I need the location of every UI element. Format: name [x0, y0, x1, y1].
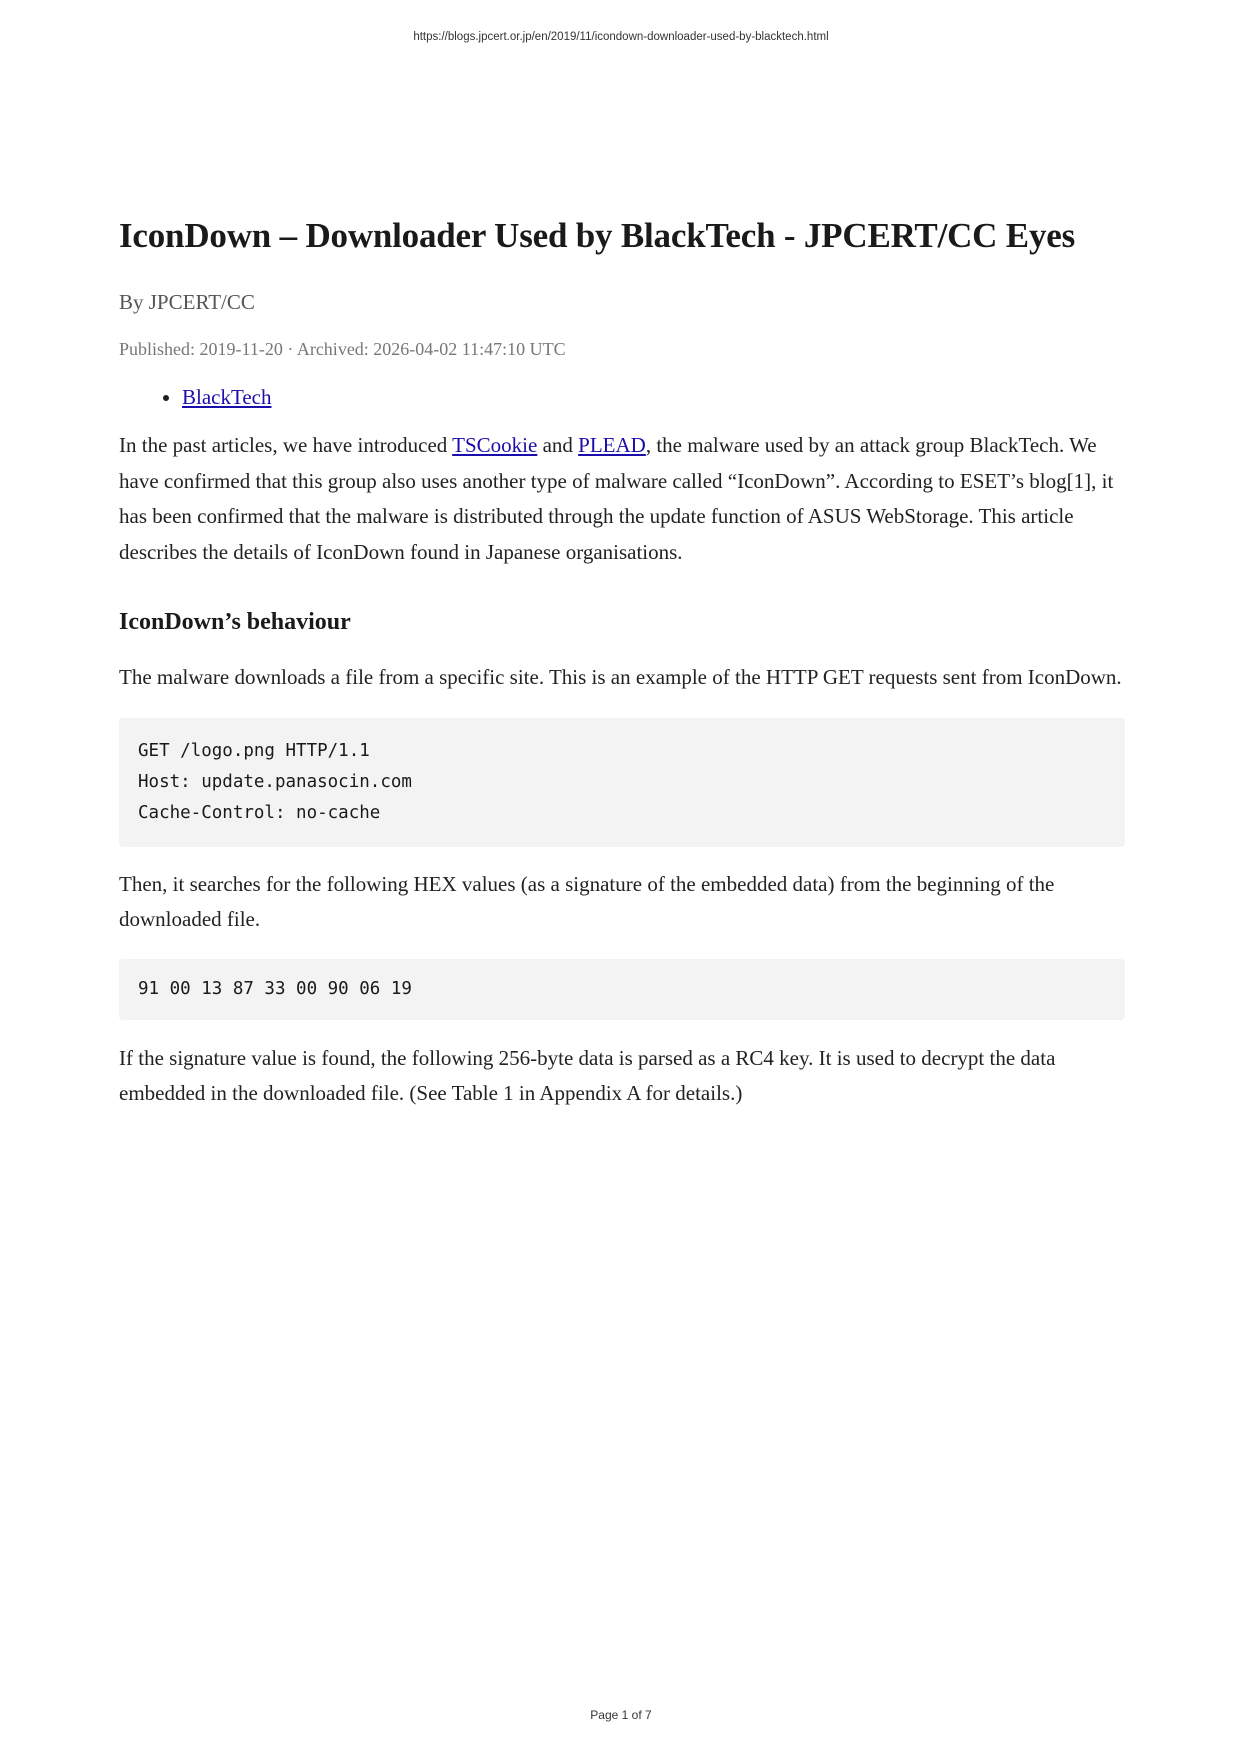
article: [119, 212, 1125, 1112]
http-request-code-block: GET /logo.png HTTP/1.1 Host: update.panasocin.com Cache-Control: no-cache: [119, 718, 1125, 847]
intro-paragraph: [119, 428, 1125, 570]
article-meta: Published: 2019-11-20 · Archived: 2026-04-02 11:47:10 UTC: [119, 339, 566, 359]
tag-link-blacktech[interactable]: BlackTech: [182, 385, 272, 409]
intro-text-3: , the malware used by an attack group BlackTech. We have confirmed that this group also uses another type of malware called “IconDown”. According to ESET’s blog[1], it has been confirmed that the malware is distributed through the update function of ASUS WebStorage. This article describes the details of IconDown found in Japanese organisations.: [119, 433, 1114, 564]
article-title: IconDown – Downloader Used by BlackTech - JPCERT/CC Eyes: [119, 216, 1075, 255]
tscookie-link[interactable]: TSCookie: [452, 433, 538, 457]
article-byline: By JPCERT/CC: [119, 290, 255, 314]
behaviour-paragraph: The malware downloads a file from a specific site. This is an example of the HTTP GET requests sent from IconDown.: [119, 665, 1122, 689]
hex-signature-code-block: 91 00 13 87 33 00 90 06 19: [119, 959, 1125, 1020]
rc4-key-paragraph: If the signature value is found, the following 256-byte data is parsed as a RC4 key. It is used to decrypt the data embedded in the downloaded file. (See Table 1 in Appendix A for details.): [119, 1045, 1056, 1105]
tag-list-item: [182, 383, 1125, 411]
intro-text-1: In the past articles, we have introduced: [119, 433, 453, 457]
page-url-header: https://blogs.jpcert.or.jp/en/2019/11/icondown-downloader-used-by-blacktech.html: [413, 31, 829, 43]
intro-text-2: and: [537, 433, 579, 457]
hex-search-paragraph: Then, it searches for the following HEX values (as a signature of the embedded data) from the beginning of the downloaded file.: [119, 871, 1055, 931]
section-heading-behaviour: IconDown’s behaviour: [119, 609, 351, 635]
page-number-footer: Page 1 of 7: [590, 1708, 652, 1722]
plead-link[interactable]: PLEAD: [578, 433, 646, 457]
tag-list: [119, 383, 1125, 411]
